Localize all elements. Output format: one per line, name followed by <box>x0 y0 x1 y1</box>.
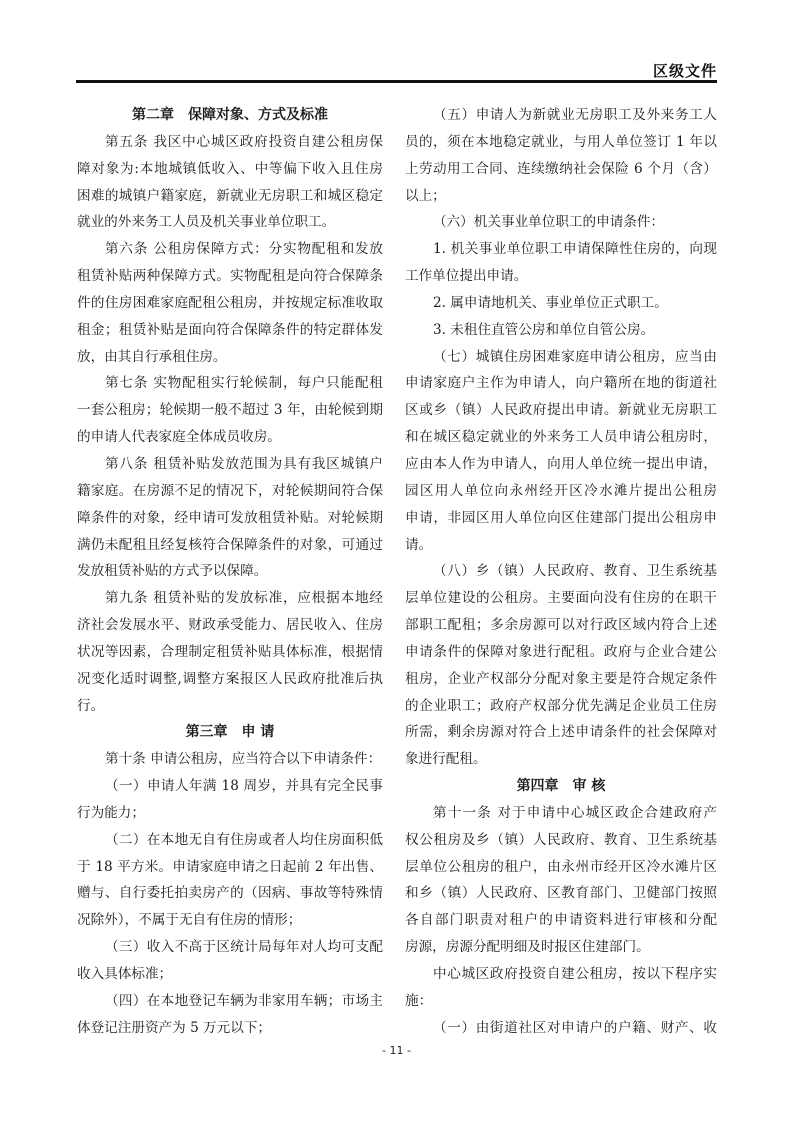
text-line: 应由本人作为申请人，向用人单位统一提出申请， <box>405 455 717 472</box>
text-line: 申请，非园区用人单位向区住建部门提出公租房申 <box>405 509 717 526</box>
text-line: 3. 未租住直管公房和单位自管公房。 <box>433 321 655 338</box>
text-line: 房源，房源分配明细及时报区住建部门。 <box>405 939 650 956</box>
text-line: 各自部门职责对租户的申请资料进行审核和分配 <box>405 912 717 929</box>
left-column <box>77 102 383 1042</box>
text-line: （八）乡（镇）人民政府、教育、卫生系统基 <box>433 563 717 580</box>
text-line: 体登记注册资产为 5 万元以下； <box>77 1019 272 1036</box>
text-line: 收入具体标准； <box>77 966 173 982</box>
text-line: 员的，须在本地稳定就业，与用人单位签订 1 年以 <box>405 133 717 150</box>
text-line: 行。 <box>77 697 105 714</box>
text-line: 第五条 我区中心城区政府投资自建公租房保 <box>105 133 383 150</box>
text-line: 于 18 平方米。申请家庭申请之日起前 2 年出售、 <box>77 858 383 875</box>
text-line: 和乡（镇）人民政府、区教育部门、卫健部门按照 <box>405 885 717 902</box>
text-line: 和在城区稳定就业的外来务工人员申请公租房时， <box>405 429 717 446</box>
text-line: 1. 机关事业单位职工申请保障性住房的，向现 <box>433 241 717 258</box>
page-number: - 11 - <box>382 1044 411 1057</box>
text-line: 部职工配租；多余房源可以对行政区域内符合上述 <box>405 617 717 634</box>
chapter-heading: 第二章 保障对象、方式及标准 <box>132 107 328 123</box>
text-line: 所需，剩余房源对符合上述申请条件的社会保障对 <box>405 724 717 741</box>
header-divider <box>76 80 717 83</box>
text-line: 况除外），不属于无自有住房的情形； <box>77 912 302 929</box>
text-line: 济社会发展水平、财政承受能力、居民收入、住房 <box>77 617 383 634</box>
text-line: （一）由街道社区对申请户的户籍、财产、收 <box>433 1019 717 1036</box>
text-line: 第六条 公租房保障方式：分实物配租和发放 <box>105 241 383 258</box>
text-line: 施： <box>405 992 433 1009</box>
text-line: 以上； <box>405 187 446 204</box>
text-line: 第九条 租赁补贴的发放标准，应根据本地经 <box>105 590 383 607</box>
text-line: 况变化适时调整,调整方案报区人民政府批准后执 <box>77 670 383 687</box>
chapter-heading: 第四章 审 核 <box>516 778 606 795</box>
text-line: 层单位建设的公租房。主要面向没有住房的在职干 <box>405 590 717 607</box>
text-line: 件的住房困难家庭配租公租房，并按规定标准收取 <box>77 294 383 311</box>
text-line: （三）收入不高于区统计局每年对人均可支配 <box>105 939 383 956</box>
text-line: 障条件的对象，经申请可发放租赁补贴。对轮候期 <box>77 509 383 526</box>
text-line: （七）城镇住房困难家庭申请公租房，应当由 <box>433 348 717 365</box>
chapter-heading: 第三章 申 请 <box>185 724 275 741</box>
text-line: 行为能力； <box>77 804 145 821</box>
text-line: 租房，企业产权部分分配对象主要是符合规定条件 <box>405 670 717 687</box>
text-line: 第八条 租赁补贴发放范围为具有我区城镇户 <box>105 455 383 472</box>
text-line: 园区用人单位向永州经开区冷水滩片提出公租房 <box>405 482 717 499</box>
text-line: 的企业职工；政府产权部分优先满足企业员工住房 <box>405 697 717 714</box>
text-line: 租金；租赁补贴是面向符合保障条件的特定群体发 <box>77 321 383 338</box>
text-line: 层单位公租房的租户，由永州市经开区冷水滩片区 <box>405 858 717 875</box>
text-line: （五）申请人为新就业无房职工及外来务工人 <box>433 107 717 123</box>
text-line: （一）申请人年满 18 周岁，并具有完全民事 <box>105 778 383 795</box>
text-line: 第十一条 对于申请中心城区政企合建政府产 <box>433 804 717 821</box>
text-line: 申请家庭户主作为申请人，向户籍所在地的街道社 <box>405 375 717 392</box>
text-line: 第十条 申请公租房，应当符合以下申请条件： <box>105 751 382 768</box>
text-line: 上劳动用工合同、连续缴纳社会保险 6 个月（含） <box>405 160 717 177</box>
text-line: 满仍未配租且经复核符合保障条件的对象，可通过 <box>77 536 383 553</box>
text-line: 权公租房及乡（镇）人民政府、教育、卫生系统基 <box>405 831 717 848</box>
text-line: 工作单位提出申请。 <box>405 268 528 285</box>
text-line: 请。 <box>405 536 433 553</box>
text-line: （四）在本地登记车辆为非家用车辆；市场主 <box>105 992 383 1009</box>
text-line: 2. 属申请地机关、事业单位正式职工。 <box>433 294 668 311</box>
text-line: 申请条件的保障对象进行配租。政府与企业合建公 <box>405 643 717 660</box>
text-line: 租赁补贴两种保障方式。实物配租是向符合保障条 <box>77 268 383 285</box>
text-line: 赠与、自行委托拍卖房产的（因病、事故等特殊情 <box>77 885 383 902</box>
text-line: 的申请人代表家庭全体成员收房。 <box>77 429 281 446</box>
text-line: 象进行配租。 <box>405 751 487 768</box>
text-line: 障对象为:本地城镇低收入、中等偏下收入且住房 <box>77 160 383 177</box>
text-line: 区或乡（镇）人民政府提出申请。新就业无房职工 <box>405 402 717 419</box>
right-column <box>405 102 717 1042</box>
text-line: 籍家庭。在房源不足的情况下，对轮候期间符合保 <box>77 482 383 499</box>
text-line: （六）机关事业单位职工的申请条件： <box>433 214 665 231</box>
text-line: 中心城区政府投资自建公租房，按以下程序实 <box>433 966 717 982</box>
text-line: 困难的城镇户籍家庭，新就业无房职工和城区稳定 <box>77 187 383 204</box>
document-category-label: 区级文件 <box>652 62 717 80</box>
text-line: 发放租赁补贴的方式予以保障。 <box>77 563 268 580</box>
text-line: 放，由其自行承租住房。 <box>77 348 227 365</box>
text-line: 第七条 实物配租实行轮候制，每户只能配租 <box>105 375 383 392</box>
text-line: 状况等因素，合理制定租赁补贴具体标准，根据情 <box>77 643 383 660</box>
text-line: 一套公租房；轮候期一般不超过 3 年，由轮候到期 <box>77 402 383 419</box>
text-line: 就业的外来务工人员及机关事业单位职工。 <box>77 214 336 231</box>
text-line: （二）在本地无自有住房或者人均住房面积低 <box>105 831 383 848</box>
